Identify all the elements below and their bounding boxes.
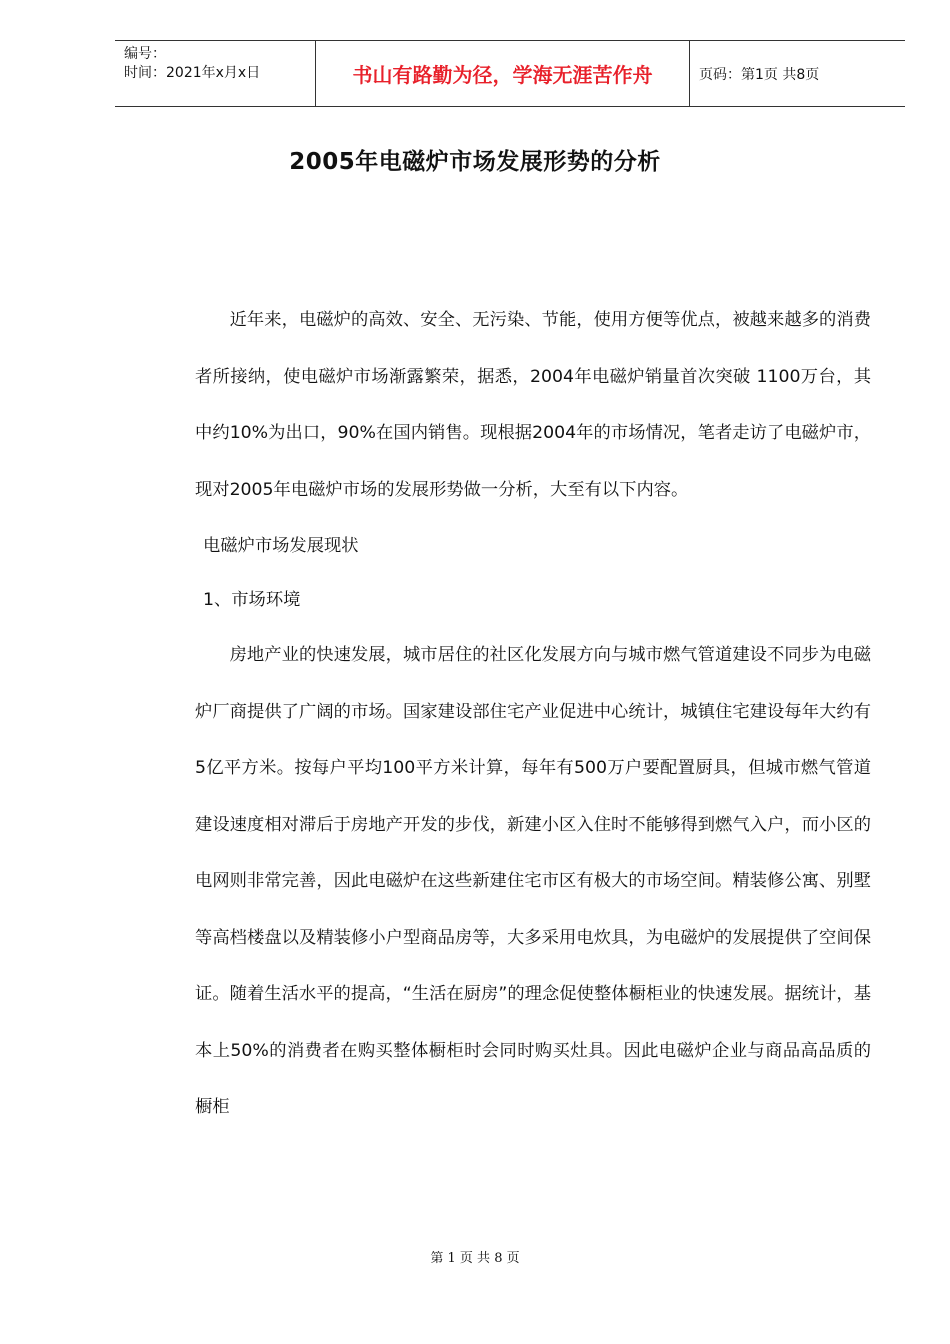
intro-paragraph: 近年来，电磁炉的高效、安全、无污染、节能，使用方便等优点，被越来越多的消费者所接纳，使电磁炉市场渐露繁荣，据悉，2004年电磁炉销量首次突破 1100万台，其中约10%为出口，90%在国内销售。现根据2004年的市场情况，笔者走访了电磁炉市，现对2005年电磁炉市场的发展形势做一分析，大至有以下内容。: [195, 310, 871, 500]
section-heading: 电磁炉市场发展现状: [203, 535, 359, 556]
subsection-heading: 1、市场环境: [203, 590, 301, 610]
page-footer: 第 1 页 共 8 页: [430, 1251, 520, 1266]
document-body: [195, 305, 871, 1136]
header-motto: 书山有路勤为径，学海无涯苦作舟: [352, 63, 653, 87]
market-environment-paragraph: 房地产业的快速发展，城市居住的社区化发展方向与城市燃气管道建设不同步为电磁炉厂商提供了广阔的市场。国家建设部住宅产业促进中心统计，城镇住宅建设每年大约有5亿平方米。按每户平均100平方米计算，每年有500万户要配置厨具，但城市燃气管道建设速度相对滞后于房地产开发的步伐，新建小区入住时不能够得到燃气入户，而小区的电网则非常完善，因此电磁炉在这些新建住宅市区有极大的市场空间。精装修公寓、别墅等高档楼盘以及精装修小户型商品房等，大多采用电炊具，为电磁炉的发展提供了空间保证。随着生活水平的提高，“生活在厨房”的理念促使整体橱柜业的快速发展。据统计，基本上50%的消费者在购买整体橱柜时会同时购买灶具。因此电磁炉企业与商品高品质的橱柜: [195, 645, 871, 1117]
header-meta-cell: [115, 41, 316, 106]
header-page-cell: [690, 41, 905, 106]
document-number-label: 编号：: [124, 46, 166, 62]
header-motto-cell: [316, 41, 690, 106]
header-page-info: 页码：第1页 共8页: [699, 66, 820, 83]
document-title: 2005年电磁炉市场发展形势的分析: [289, 149, 661, 175]
header-table: [115, 40, 905, 107]
document-time-label: 时间：2021年x月x日: [124, 65, 261, 81]
